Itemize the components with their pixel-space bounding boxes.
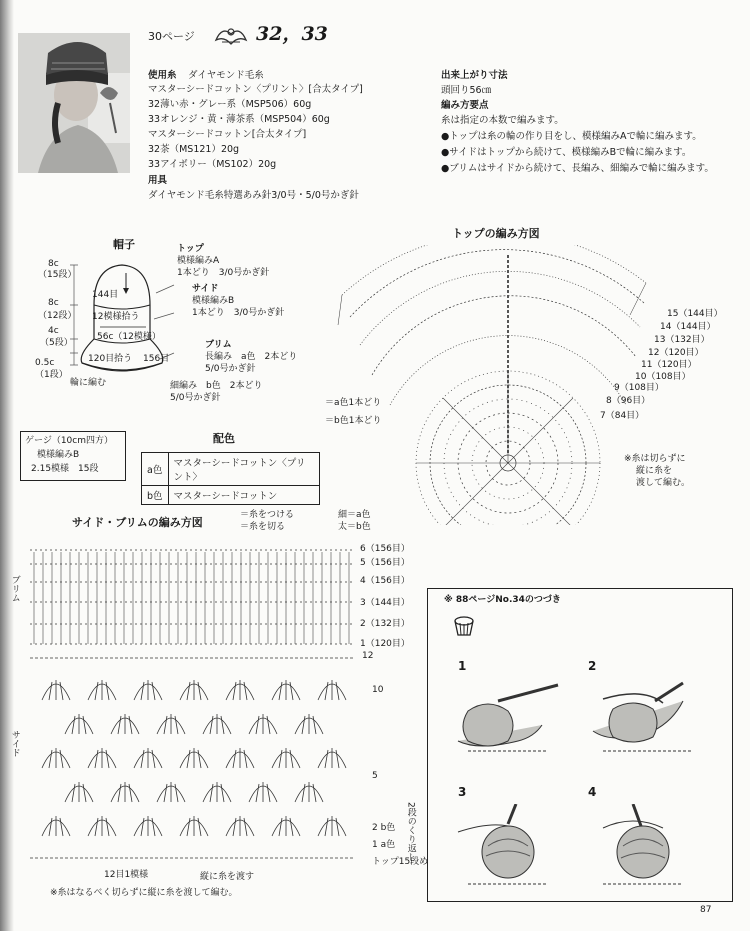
round-label: 11（120目） [641, 360, 697, 370]
fan-stitch [180, 816, 208, 836]
hat-schematic-drawing [60, 255, 190, 395]
points-heading: 編み方要点 [441, 100, 489, 111]
color-table-title: 配色 [213, 432, 235, 445]
dim-edge-rows: （1段） [35, 370, 68, 380]
legend-attach: ＝糸をつける [240, 510, 295, 520]
brim-detail: 細編み b色 2本どり [170, 381, 263, 391]
material-line: マスターシードコットン〈プリント〉[合太タイプ] [148, 84, 363, 95]
fan-stitch [318, 748, 346, 768]
top-chart-note: ※糸は切らずに [624, 454, 686, 464]
fan-stitch [65, 714, 93, 734]
model-photo [18, 33, 130, 173]
brim-row-label: 5（156目） [360, 558, 410, 568]
yarn-heading: 使用糸 [148, 70, 177, 81]
color-value: マスターシードコットン [168, 486, 319, 505]
gauge-box [20, 431, 126, 481]
dim-top: 8c [48, 259, 59, 269]
side-row-label: 12 [362, 651, 374, 661]
dim-top-rows: （15段） [38, 270, 77, 280]
material-line: 32茶（MS121）20g [148, 144, 240, 155]
fan-stitch [226, 816, 254, 836]
side-row-label: 2 b色 [372, 823, 396, 833]
footnote: ※糸はなるべく切らずに縦に糸を渡して編む。 [50, 888, 238, 898]
step-illustration [448, 804, 568, 889]
model-wearing-hat-illustration [18, 33, 130, 173]
top-count: 144目 [92, 290, 119, 300]
brim-row-label: 1（120目） [360, 639, 410, 649]
fan-stitch [272, 748, 300, 768]
color-key: a色 [142, 453, 169, 486]
fan-stitch [295, 782, 323, 802]
fan-stitch [111, 782, 139, 802]
fan-stitch [203, 782, 231, 802]
ornament-icon [214, 24, 248, 46]
legend-cut: ＝糸を切る [240, 522, 286, 532]
brim-row-label: 3（144目） [360, 598, 410, 608]
round-label: 7（84目） [600, 411, 645, 421]
dim-side-rows: （12段） [38, 311, 77, 321]
fan-stitch [88, 748, 116, 768]
spool-icon [452, 615, 476, 639]
fan-stitch [180, 680, 208, 700]
step-illustration [448, 681, 568, 761]
cross-note: 縦に糸を渡す [200, 872, 255, 882]
side-brim-crochet-chart [28, 540, 358, 870]
top-crochet-chart [330, 245, 660, 525]
side-side-label: サイド [9, 730, 20, 757]
fan-stitch [42, 816, 70, 836]
brim-count: 156目 [143, 354, 170, 364]
fan-stitch [111, 714, 139, 734]
ring-note: 輪に編む [70, 378, 107, 388]
size-value: 頭回り56㎝ [441, 85, 492, 96]
gauge-line: 模様編みB [37, 450, 80, 460]
round-label: 10（108目） [635, 372, 691, 382]
top-chart-title: トップの編み方図 [452, 227, 540, 240]
step-illustration [583, 681, 703, 761]
point-line: ●ブリムはサイドから続けて、長編み、細編みで輪に編みます。 [441, 163, 714, 174]
material-line: 32薄い赤・グレー系（MSP506）60g [148, 99, 312, 110]
top-detail: 1本どり 3/0号かぎ針 [177, 268, 270, 278]
material-line: マスターシードコットン[合太タイプ] [148, 129, 307, 140]
fan-stitch [42, 680, 70, 700]
continued-box [427, 588, 733, 902]
color-value: マスターシードコットン〈プリント〉 [168, 453, 319, 486]
top-chart-note: 渡して編む。 [636, 478, 691, 488]
brim-detail: 5/0号かぎ針 [205, 364, 256, 374]
hat-diagram-title: 帽子 [113, 238, 135, 251]
dim-edge: 0.5c [35, 358, 55, 368]
round-label: 15（144目） [667, 309, 723, 319]
round-label: 13（132目） [654, 335, 710, 345]
legend-thin: 細＝a色 [338, 510, 371, 520]
side-row-label: 5 [372, 771, 378, 781]
fan-stitch [134, 816, 162, 836]
round-label: 12（120目） [648, 348, 704, 358]
fan-stitch [272, 680, 300, 700]
fan-stitch [134, 680, 162, 700]
side-pattern: 模様編みB [192, 296, 235, 306]
point-line: ●サイドはトップから続けて、模様編みBで輪に編みます。 [441, 147, 692, 158]
page-reference: 30ページ [148, 30, 195, 43]
fan-stitch [318, 816, 346, 836]
legend-b: ＝b色1本どり [325, 416, 382, 426]
repeat-note: 2段のくり返し [405, 802, 416, 862]
side-row-label: 1 a色 [372, 840, 396, 850]
step-number: 4 [588, 785, 597, 799]
fan-stitch [249, 714, 277, 734]
yarn-brand: ダイヤモンド毛糸 [188, 70, 264, 81]
top-label: トップ [177, 244, 204, 254]
material-line: 33アイボリー（MS102）20g [148, 159, 277, 170]
color-row [142, 453, 320, 486]
fan-stitch [88, 680, 116, 700]
continued-title: ※ 88ページNo.34のつづき [444, 595, 561, 605]
point-line: ●トップは糸の輪の作り目をし、模様編みAで輪に編みます。 [441, 131, 702, 142]
legend-thick: 太＝b色 [338, 522, 371, 532]
color-table [141, 452, 320, 505]
gauge-line: 2.15模様 15段 [31, 464, 99, 474]
fan-stitch [272, 816, 300, 836]
brim-detail: 5/0号かぎ針 [170, 393, 221, 403]
book-spine-shadow [0, 0, 14, 931]
fan-stitch [226, 748, 254, 768]
step-number: 3 [458, 785, 467, 799]
fan-stitch [226, 680, 254, 700]
fan-stitch [203, 714, 231, 734]
fan-stitch [42, 748, 70, 768]
tools-heading: 用具 [148, 175, 168, 186]
fan-stitch [65, 782, 93, 802]
tools-text: ダイヤモンド毛糸特選あみ針3/0号・5/0号かぎ針 [148, 190, 359, 201]
step-number: 1 [458, 659, 467, 673]
dim-brim-rows: （5段） [40, 338, 73, 348]
material-line: 33オレンジ・黄・薄茶系（MSP504）60g [148, 114, 330, 125]
pattern-numbers: 32，33 [256, 23, 328, 45]
size-heading: 出来上がり寸法 [441, 70, 508, 81]
brim-detail: 長編み a色 2本どり [205, 352, 298, 362]
fan-stitch [295, 714, 323, 734]
fan-stitch [318, 680, 346, 700]
page-number: 87 [700, 905, 712, 915]
dim-brim: 4c [48, 326, 59, 336]
top-pattern: 模様編みA [177, 256, 220, 266]
brim-row-label: 6（156目） [360, 544, 410, 554]
fan-stitch [157, 714, 185, 734]
legend-a: ＝a色1本どり [325, 398, 382, 408]
side-detail: 1本どり 3/0号かぎ針 [192, 308, 285, 318]
side-row-label: 10 [372, 685, 384, 695]
fan-stitch [134, 748, 162, 768]
round-label: 9（108目） [614, 383, 664, 393]
brim-side-label: ブリム [9, 575, 20, 602]
top-chart-note: 縦に糸を [636, 466, 673, 476]
round-label: 14（144目） [660, 322, 716, 332]
fan-stitch [88, 816, 116, 836]
fan-stitch [249, 782, 277, 802]
repeat-label: 12目1模様 [104, 870, 149, 880]
side-pickup: 12模様拾う [92, 312, 140, 322]
fan-stitch [180, 748, 208, 768]
round-label: 8（96目） [606, 396, 651, 406]
point-line: 糸は指定の本数で編みます。 [441, 115, 564, 126]
brim-label: ブリム [205, 340, 232, 350]
side-chart-title: サイド・ブリムの編み方図 [72, 516, 203, 529]
color-key: b色 [142, 486, 169, 505]
gauge-line: ゲージ（10cm四方） [25, 436, 113, 446]
side-row-label: トップ15段め [372, 857, 429, 867]
brim-row-label: 4（156目） [360, 576, 410, 586]
side-label: サイド [192, 284, 219, 294]
step-illustration [583, 804, 703, 889]
step-number: 2 [588, 659, 597, 673]
brim-pickup: 120目拾う [88, 354, 133, 364]
dim-side: 8c [48, 298, 59, 308]
fan-stitch [157, 782, 185, 802]
brim-row-label: 2（132目） [360, 619, 410, 629]
color-row [142, 486, 320, 505]
circumference: 56c（12模様） [97, 332, 161, 342]
